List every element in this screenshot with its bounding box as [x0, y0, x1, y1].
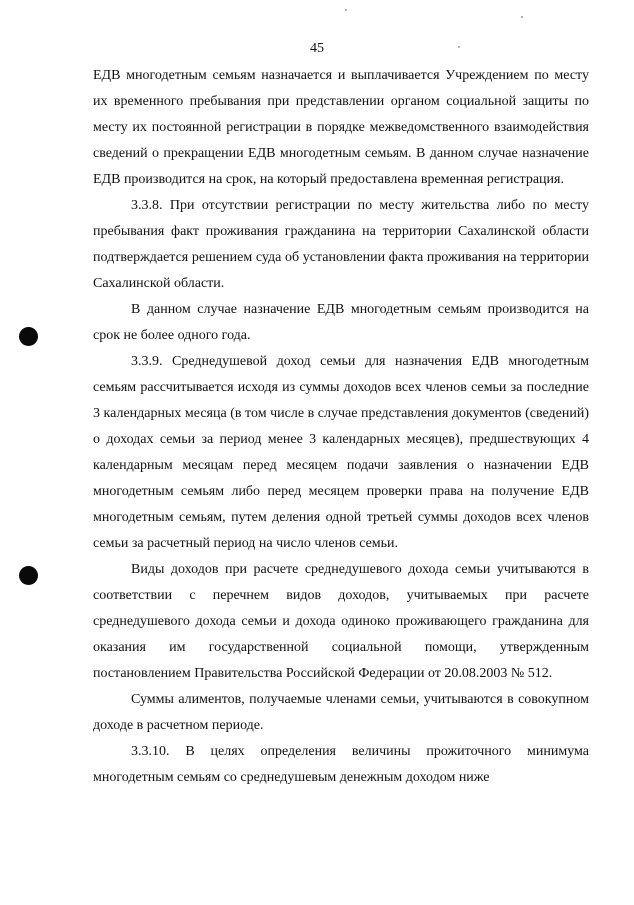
scan-speck: [458, 46, 460, 48]
scan-speck: [345, 9, 347, 11]
paragraph-3-3-9: 3.3.9. Среднедушевой доход семьи для назначения ЕДВ многодетным семьям рассчитывается исходя из суммы доходов всех членов семьи за последние 3 календарных месяца (в том числе в случае представления документов (сведений) о доходах семьи за период менее 3 календарных месяцев), предшествующих 4 календарным месяцам перед месяцем подачи заявления о назначении ЕДВ многодетным семьям либо перед месяцем проверки права на получение ЕДВ многодетным семьям, путем деления одной третьей суммы доходов всех членов семьи за расчетный период на число членов семьи.: [93, 354, 589, 551]
paragraph-term-limit: В данном случае назначение ЕДВ многодетным семьям производится на срок не более одного года.: [93, 302, 589, 343]
document-body: [93, 63, 589, 791]
paragraph-3-3-8: 3.3.8. При отсутствии регистрации по месту жительства либо по месту пребывания факт проживания гражданина на территории Сахалинской области подтверждается решением суда об установлении факта проживания на территории Сахалинской области.: [93, 198, 589, 291]
punch-hole-bottom: [19, 566, 38, 585]
paragraph-alimony: Суммы алиментов, получаемые членами семьи, учитываются в совокупном доходе в расчетном периоде.: [93, 692, 589, 733]
punch-hole-top: [19, 327, 38, 346]
paragraph-continuation: ЕДВ многодетным семьям назначается и выплачивается Учреждением по месту их временного пребывания при представлении органом социальной защиты по месту их постоянной регистрации в порядке межведомственного взаимодействия сведений о прекращении ЕДВ многодетным семьям. В данном случае назначение ЕДВ производится на срок, на который предоставлена временная регистрация.: [93, 68, 589, 187]
paragraph-3-3-10: 3.3.10. В целях определения величины прожиточного минимума многодетным семьям со среднедушевым денежным доходом ниже: [93, 744, 589, 785]
paragraph-income-types: Виды доходов при расчете среднедушевого дохода семьи учитываются в соответствии с перечнем видов доходов, учитываемых при расчете среднедушевого дохода семьи и дохода одиноко проживающего гражданина для оказания им государственной социальной помощи, утвержденным постановлением Правительства Российской Федерации от 20.08.2003 № 512.: [93, 562, 589, 681]
page-number: 45: [310, 41, 324, 56]
scan-speck: [521, 16, 523, 18]
